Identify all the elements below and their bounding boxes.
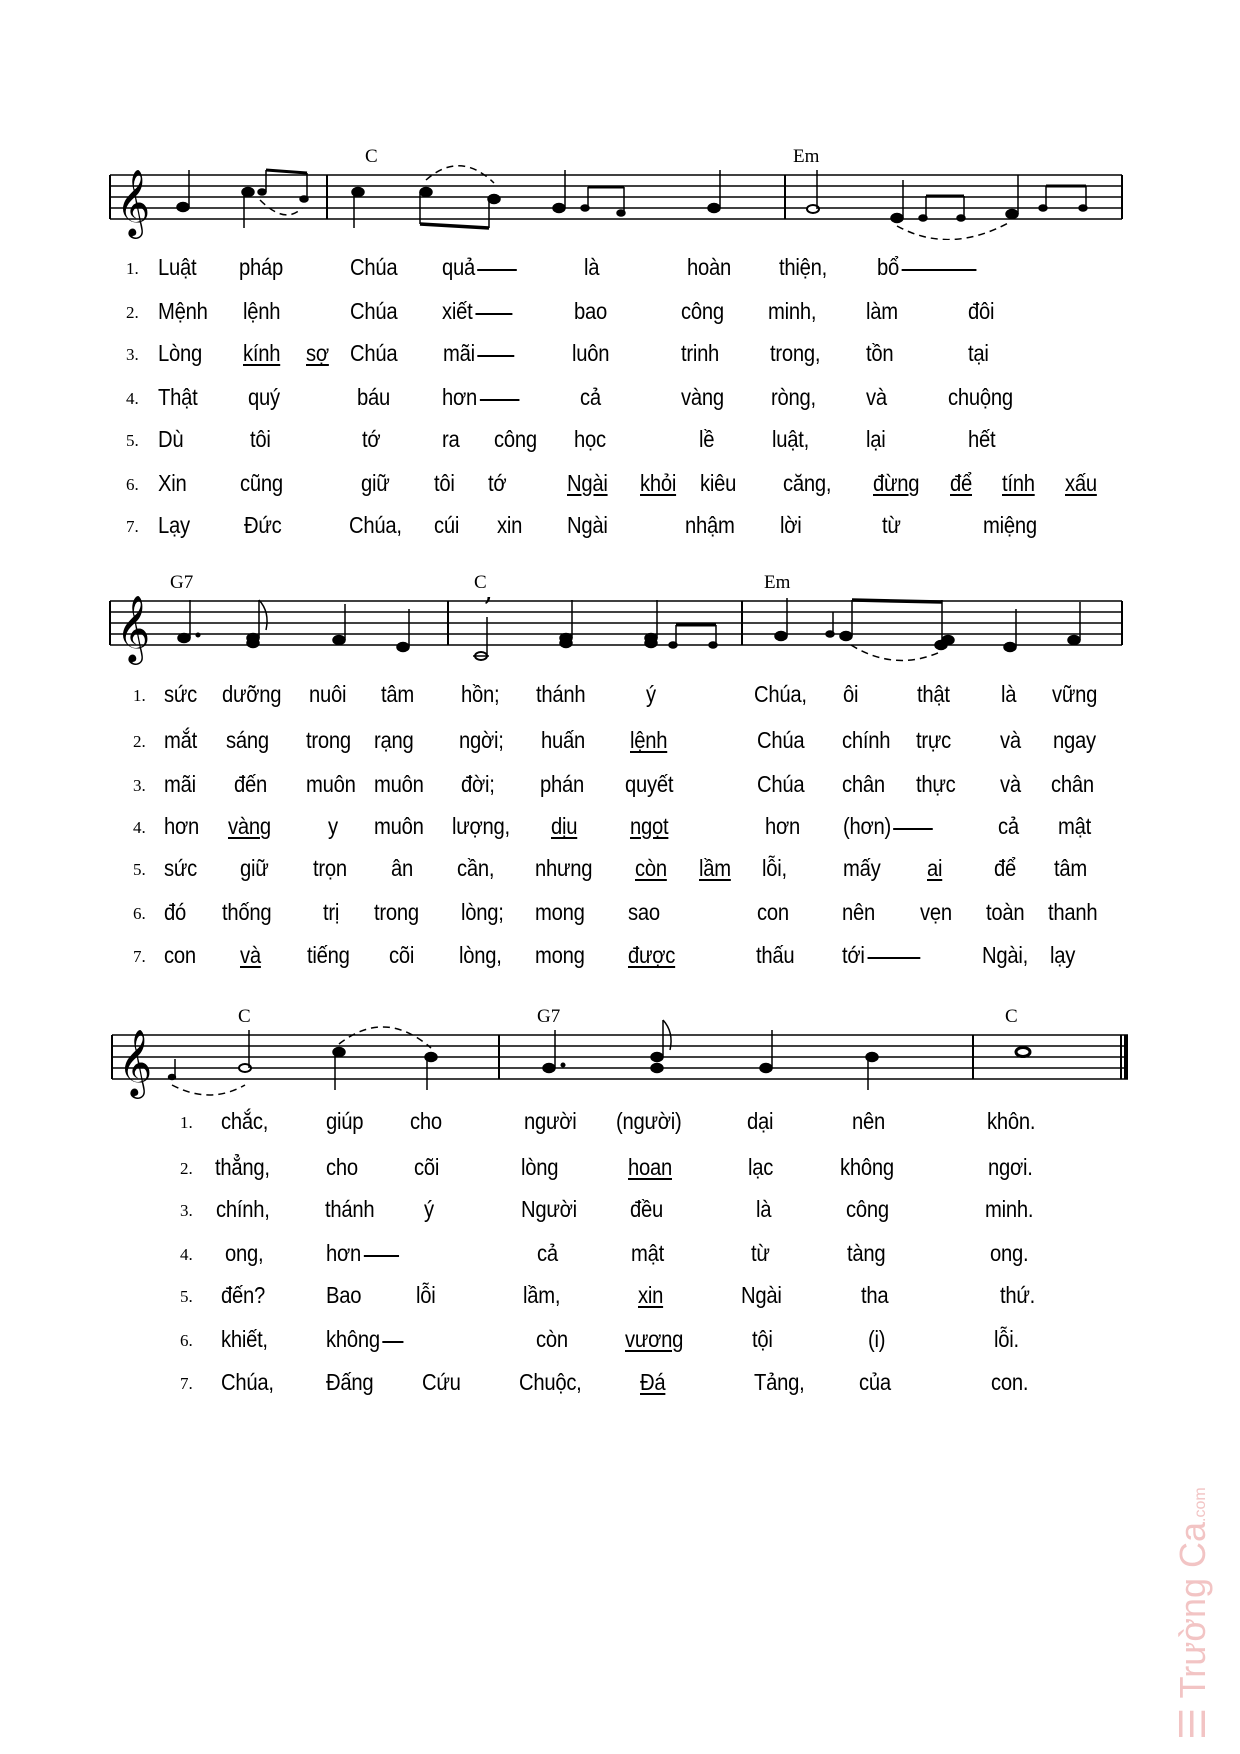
lyric-syllable: Ngài [741, 1282, 782, 1308]
lyric-syllable: thanh [1048, 899, 1098, 925]
lyric-syllable: Lòng [158, 340, 202, 366]
lyric-syllable: sao [628, 899, 660, 925]
lyric-syllable: vẹn [920, 899, 952, 925]
lyric-syllable: chuộng [948, 384, 1013, 410]
verse-number: 6. [133, 904, 146, 923]
lyric-syllable: sức [164, 681, 197, 707]
verse-number: 4. [180, 1245, 193, 1264]
melisma-line [382, 1341, 403, 1343]
lyric-syllable: tâm [381, 681, 414, 707]
lyric-syllable: luôn [572, 340, 610, 366]
lyric-syllable: và [1000, 771, 1021, 797]
verse-number: 3. [133, 776, 146, 795]
lyric-syllable: trinh [681, 340, 720, 366]
lyric-syllable: nên [852, 1108, 885, 1134]
lyric-syllable: vàng [681, 384, 724, 410]
lyric-syllable: con [757, 899, 789, 925]
lyric-syllable: luật, [772, 426, 809, 452]
lyric-syllable: tớ [362, 426, 381, 452]
lyric-syllable: mấy [843, 855, 881, 881]
chord-label: G7 [170, 572, 194, 593]
lyric-syllable: quý [248, 384, 280, 410]
lyric-syllable: tớ [488, 470, 507, 496]
lyric-syllable-underlined: Đá [640, 1369, 666, 1395]
lyric-syllable-underlined: xấu [1065, 470, 1097, 496]
lyric-syllable: mong [535, 942, 585, 968]
lyric-syllable-underlined: còn [635, 855, 667, 881]
lyric-syllable: (người) [616, 1108, 682, 1134]
lyric-syllable: cần, [457, 855, 495, 881]
lyric-syllable: cả [537, 1240, 558, 1266]
lyric-syllable: dại [747, 1108, 774, 1134]
lyric-syllable: xiết [442, 298, 512, 325]
verse-number: 2. [133, 732, 146, 751]
lyric-syllable: làm [866, 298, 898, 324]
lyric-syllable: xin [497, 512, 523, 538]
lyric-syllable: ra [442, 426, 460, 452]
lyric-syllable: Thật [158, 384, 198, 410]
lyric-syllable-underlined: lầm [699, 855, 731, 881]
verse-number: 5. [133, 860, 146, 879]
lyric-syllable: lòng [521, 1154, 559, 1180]
lyric-syllable: chính, [216, 1196, 270, 1222]
lyric-syllable: vững [1052, 681, 1098, 707]
lyric-syllable: bao [574, 298, 607, 324]
lyric-syllable: huấn [541, 727, 585, 753]
watermark-logo [1172, 1487, 1214, 1740]
lyric-syllable: Chúa [757, 727, 805, 753]
lyric-syllable: cúi [434, 512, 460, 538]
lyric-syllable: cõi [414, 1154, 440, 1180]
lyric-syllable: Chúa [350, 254, 398, 280]
lyric-syllable-underlined: đừng [873, 470, 920, 496]
lyric-syllable: trị [323, 899, 340, 925]
lyric-syllable: chắc, [221, 1108, 269, 1134]
lyric-syllable: minh, [768, 298, 817, 324]
verse-number: 4. [126, 389, 139, 408]
verse-number: 1. [126, 259, 139, 278]
verse-line [0, 1369, 1240, 1399]
lyric-syllable: ý [424, 1196, 434, 1222]
lyric-syllable: từ [882, 512, 901, 538]
lyric-syllable: ròng, [771, 384, 816, 410]
lyric-syllable: tồn [866, 340, 894, 366]
verse-number: 6. [180, 1331, 193, 1350]
logo-icon: ☰ [1172, 1707, 1213, 1740]
lyric-syllable: hồn; [461, 681, 500, 707]
lyric-syllable: tha [861, 1282, 889, 1308]
lyric-syllable: Chúa, [221, 1369, 274, 1395]
lyric-syllable: Lạy [158, 512, 190, 538]
lyric-syllable: đều [630, 1196, 663, 1222]
lyric-syllable: sáng [226, 727, 269, 753]
lyric-syllable-underlined: tính [1002, 470, 1035, 496]
lyric-syllable: (i) [868, 1326, 886, 1352]
lyric-syllable: khiết, [221, 1326, 268, 1352]
lyric-syllable: không [840, 1154, 894, 1180]
lyric-syllable: Dù [158, 426, 184, 452]
verse-number: 1. [180, 1113, 193, 1132]
treble-clef-icon: 𝄞 [116, 594, 151, 662]
breath-mark-icon: , [484, 574, 493, 607]
lyric-syllable: Đức [244, 512, 282, 538]
lyric-syllable-underlined: và [240, 942, 261, 968]
lyric-syllable: muôn [374, 813, 424, 839]
lyric-syllable: ngơi. [988, 1154, 1033, 1180]
lyric-syllable: Ngài, [982, 942, 1028, 968]
lyric-syllable: lời [780, 512, 802, 538]
lyric-syllable: ong, [225, 1240, 264, 1266]
lyric-syllable: cho [410, 1108, 442, 1134]
lyric-syllable: hơn [164, 813, 199, 839]
lyric-syllable-underlined: khỏi [640, 470, 677, 496]
lyric-syllable: hoàn [687, 254, 731, 280]
lyric-syllable: tâm [1054, 855, 1087, 881]
chord-label: C [238, 1006, 251, 1027]
verse-number: 5. [180, 1287, 193, 1306]
lyric-syllable: của [859, 1369, 891, 1395]
lyric-syllable: giữ [361, 470, 390, 496]
verse-line [0, 1108, 1240, 1138]
lyric-syllable: Chúa [350, 340, 398, 366]
lyric-syllable: hơn [326, 1240, 399, 1267]
lyric-syllable: Xin [158, 470, 187, 496]
lyric-syllable: người [524, 1108, 577, 1134]
lyric-syllable: Đấng [326, 1369, 374, 1395]
melisma-line [364, 1255, 399, 1257]
chord-label: C [365, 146, 378, 167]
lyric-syllable: tiếng [307, 942, 350, 968]
verse-number: 7. [180, 1374, 193, 1393]
lyric-syllable: báu [357, 384, 390, 410]
verse-number: 4. [133, 818, 146, 837]
lyric-syllable: lầm, [523, 1282, 561, 1308]
lyric-syllable: chân [842, 771, 885, 797]
verse-line [0, 1196, 1240, 1226]
lyric-syllable-underlined: sợ [306, 340, 329, 366]
chord-label: Em [764, 572, 791, 593]
chord-label: Em [793, 146, 820, 167]
lyric-syllable: giữ [240, 855, 269, 881]
lyric-syllable-underlined: được [628, 942, 676, 968]
treble-clef-icon: 𝄞 [118, 1028, 153, 1096]
lyric-syllable: pháp [239, 254, 283, 280]
lyric-syllable: lệnh [243, 298, 281, 324]
lyric-syllable-underlined: ai [927, 855, 943, 881]
lyric-syllable: cho [326, 1154, 358, 1180]
lyric-syllable: lỗi. [994, 1326, 1019, 1352]
lyric-syllable: thứ. [1000, 1282, 1036, 1308]
lyric-syllable: công [494, 426, 537, 452]
lyric-syllable: lượng, [452, 813, 510, 839]
lyric-syllable: công [846, 1196, 889, 1222]
lyric-syllable: căng, [783, 470, 832, 496]
lyric-syllable: trong, [770, 340, 821, 366]
lyric-syllable: và [866, 384, 887, 410]
lyric-syllable: mắt [164, 727, 197, 753]
lyric-syllable: Cứu [422, 1369, 461, 1395]
verse-number: 3. [126, 345, 139, 364]
lyric-syllable: Tảng, [754, 1369, 805, 1395]
lyric-syllable-underlined: ngọt [630, 813, 669, 839]
lyric-syllable: Chúa, [349, 512, 402, 538]
lyric-syllable: thánh [325, 1196, 375, 1222]
lyric-syllable: và [1000, 727, 1021, 753]
lyric-syllable: ngay [1053, 727, 1096, 753]
lyric-syllable: kiêu [700, 470, 737, 496]
lyric-syllable: thiện, [779, 254, 827, 280]
lyric-syllable: lại [866, 426, 886, 452]
lyric-syllable: trọn [313, 855, 347, 881]
lyric-syllable: hết [968, 426, 996, 452]
lyric-syllable: cũng [240, 470, 283, 496]
verse-number: 2. [180, 1159, 193, 1178]
lyric-syllable: muôn [306, 771, 356, 797]
lyric-syllable: sức [164, 855, 197, 881]
lyric-syllable-underlined: lệnh [630, 727, 668, 753]
treble-clef-icon: 𝄞 [116, 168, 151, 236]
lyric-syllable: tới [842, 942, 920, 969]
verse-line [0, 1282, 1240, 1312]
verse-number: 1. [133, 686, 146, 705]
watermark-suffix: .com [1192, 1487, 1209, 1522]
verse-number: 7. [126, 517, 139, 536]
lyric-syllable: đôi [968, 298, 995, 324]
lyric-syllable: mật [631, 1240, 664, 1266]
lyric-syllable: thống [222, 899, 272, 925]
lyric-syllable: ân [391, 855, 413, 881]
lyric-syllable-underlined: Ngài [567, 470, 608, 496]
lyric-syllable: ong. [990, 1240, 1029, 1266]
lyric-syllable: là [584, 254, 600, 280]
lyric-syllable: lạy [1050, 942, 1076, 968]
lyric-syllable-underlined: xin [638, 1282, 664, 1308]
chord-label: C [1005, 1006, 1018, 1027]
lyric-syllable: từ [751, 1240, 770, 1266]
lyric-syllable: mãi [164, 771, 196, 797]
lyric-syllable: thánh [536, 681, 586, 707]
lyric-syllable: quả [442, 254, 517, 281]
lyric-syllable: bổ [877, 254, 976, 281]
lyric-syllable: ý [646, 681, 656, 707]
lyric-syllable-underlined: kính [243, 340, 281, 366]
lyric-syllable: chân [1051, 771, 1094, 797]
lyric-syllable: cả [580, 384, 601, 410]
lyric-syllable: mãi [443, 340, 514, 367]
lyric-syllable: lòng, [459, 942, 502, 968]
lyric-syllable: muôn [374, 771, 424, 797]
lyric-syllable: Luật [158, 254, 197, 280]
lyric-syllable: tại [968, 340, 989, 366]
lyric-syllable: còn [536, 1326, 568, 1352]
lyric-syllable: Mệnh [158, 298, 208, 324]
lyric-syllable: không [326, 1326, 404, 1353]
lyric-syllable: y [328, 813, 338, 839]
chord-label: C [474, 572, 487, 593]
lyric-syllable: con [164, 942, 196, 968]
lyric-syllable: nên [842, 899, 875, 925]
verse-number: 2. [126, 303, 139, 322]
lyric-syllable: tội [752, 1326, 773, 1352]
lyric-syllable: Chuộc, [519, 1369, 582, 1395]
lyric-syllable: ôi [843, 681, 859, 707]
lyric-syllable: đến? [221, 1282, 265, 1308]
lyric-syllable: hơn [442, 384, 519, 411]
lyric-syllable: Bao [326, 1282, 362, 1308]
lyric-syllable: công [681, 298, 724, 324]
verse-number: 7. [133, 947, 146, 966]
lyric-syllable: rạng [374, 727, 414, 753]
lyric-syllable-underlined: vương [625, 1326, 684, 1352]
verse-line [0, 1326, 1240, 1356]
lyric-syllable: nhậm [685, 512, 735, 538]
lyric-syllable: tôi [434, 470, 455, 496]
lyric-syllable: thấu [756, 942, 795, 968]
lyric-syllable: quyết [625, 771, 674, 797]
lyric-syllable: phán [540, 771, 584, 797]
lyric-syllable: là [756, 1196, 772, 1222]
lyric-syllable: cõi [389, 942, 415, 968]
lyric-syllable: dưỡng [222, 681, 282, 707]
verse-line [0, 1240, 1240, 1270]
lyric-syllable: thực [916, 771, 956, 797]
lyric-syllable: ngời; [459, 727, 504, 753]
lyric-syllable: Người [521, 1196, 577, 1222]
lyric-syllable: cả [998, 813, 1019, 839]
lyric-syllable: mong [535, 899, 585, 925]
watermark-brand: Trường Ca [1172, 1521, 1213, 1699]
lyric-syllable: (hơn) [843, 813, 933, 840]
lyric-syllable: chính [842, 727, 891, 753]
lyric-syllable: lỗi, [762, 855, 787, 881]
lyric-syllable: giúp [326, 1108, 364, 1134]
lyric-syllable: tàng [847, 1240, 886, 1266]
lyric-syllable: thật [917, 681, 950, 707]
verse-number: 6. [126, 475, 139, 494]
lyric-syllable: học [574, 426, 606, 452]
lyric-syllable: hơn [765, 813, 800, 839]
lyric-syllable-underlined: hoan [628, 1154, 672, 1180]
lyric-syllable: lòng; [461, 899, 504, 925]
lyric-syllable: Chúa [350, 298, 398, 324]
lyric-syllable: lề [699, 426, 715, 452]
lyric-syllable: tôi [250, 426, 271, 452]
lyric-syllable: miệng [983, 512, 1037, 538]
verse-number: 3. [180, 1201, 193, 1220]
lyric-syllable: khôn. [987, 1108, 1036, 1134]
lyric-syllable: đó [164, 899, 186, 925]
lyric-syllable: Chúa, [754, 681, 807, 707]
verse-number: 5. [126, 431, 139, 450]
lyric-syllable: đời; [461, 771, 495, 797]
lyric-syllable: đến [234, 771, 267, 797]
lyric-syllable: Ngài [567, 512, 608, 538]
lyric-syllable: trong [306, 727, 351, 753]
lyric-syllable: lạc [748, 1154, 774, 1180]
lyric-syllable: toàn [986, 899, 1025, 925]
lyric-syllable: là [1001, 681, 1017, 707]
lyric-syllable-underlined: vàng [228, 813, 271, 839]
lyric-syllable-underlined: để [950, 470, 972, 496]
lyric-syllable: minh. [985, 1196, 1034, 1222]
lyric-syllable: con. [991, 1369, 1029, 1395]
lyric-syllable: mật [1058, 813, 1091, 839]
lyric-syllable: nuôi [309, 681, 347, 707]
lyric-syllable: nhưng [535, 855, 593, 881]
verse-line [0, 1154, 1240, 1184]
chord-label: G7 [537, 1006, 561, 1027]
lyric-syllable: để [994, 855, 1016, 881]
lyric-syllable: thẳng, [215, 1154, 270, 1180]
lyric-syllable: lỗi [416, 1282, 436, 1308]
lyric-syllable: trực [916, 727, 951, 753]
lyric-syllable-underlined: dịu [551, 813, 578, 839]
lyric-syllable: Chúa [757, 771, 805, 797]
lyric-syllable: trong [374, 899, 419, 925]
